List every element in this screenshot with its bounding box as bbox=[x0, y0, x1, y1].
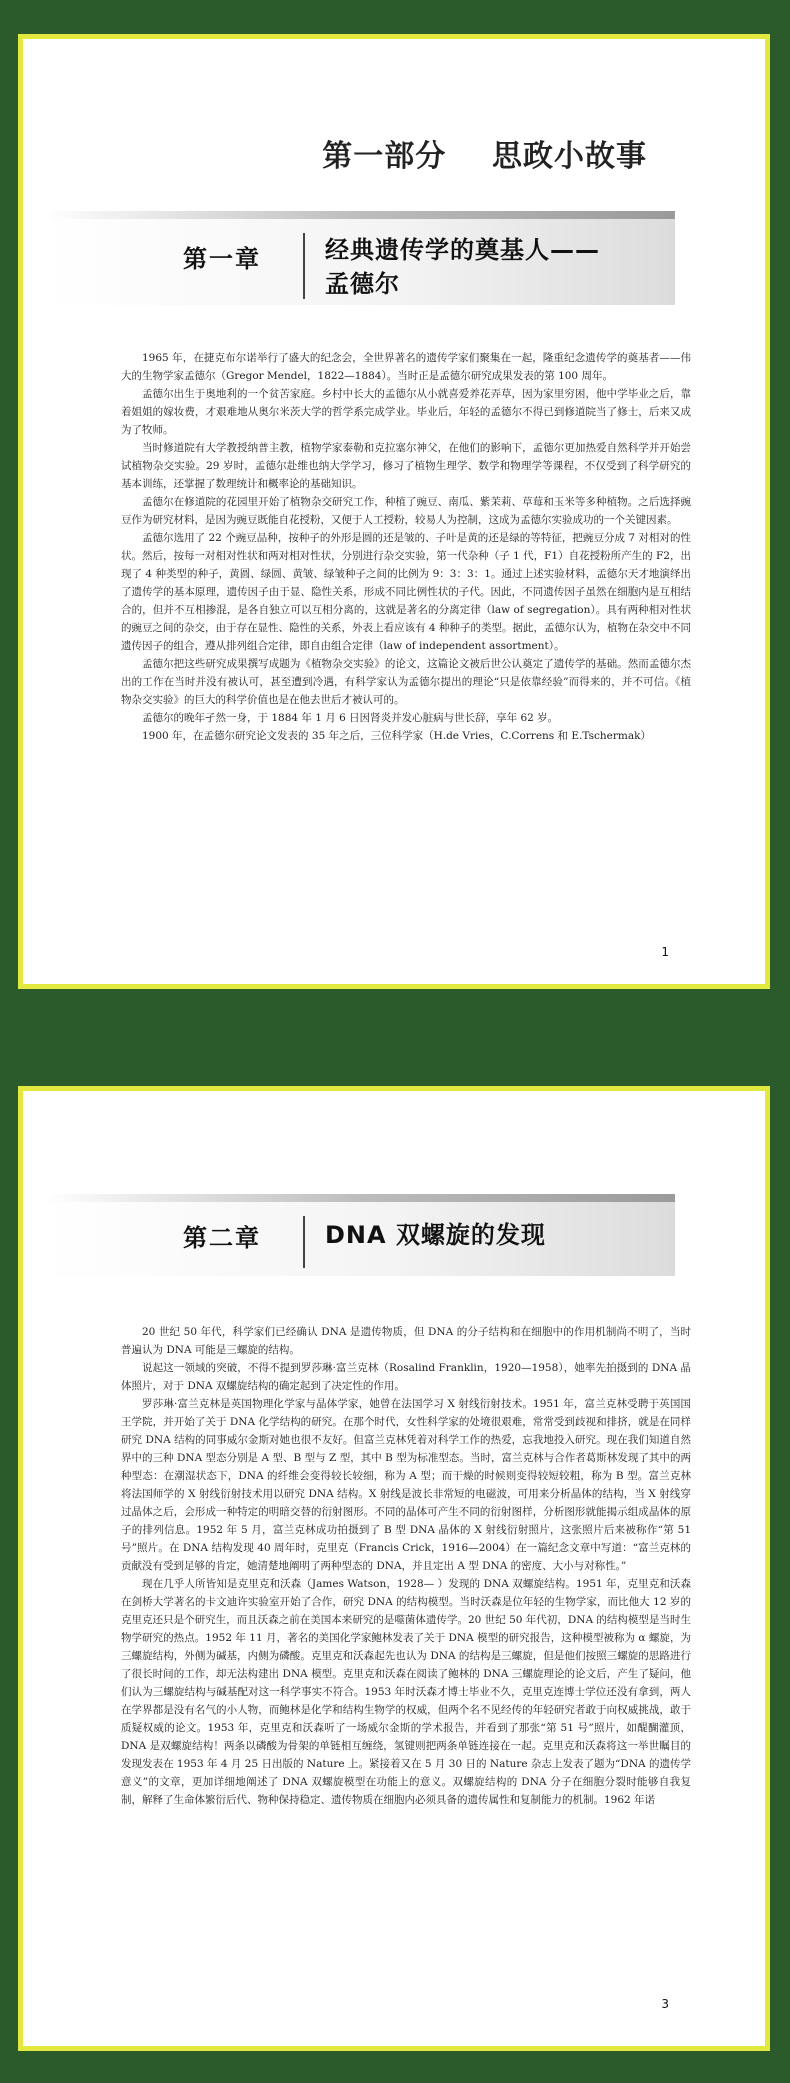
paragraph: 孟德尔在修道院的花园里开始了植物杂交研究工作，种植了豌豆、南瓜、紫茉莉、草莓和玉米等多种植物。之后选择豌豆作为研究材料，是因为豌豆既能自花授粉，又便于人工授粉，较易人为控制，这成为孟德尔实验成功的一个关键因素。 bbox=[121, 496, 691, 526]
paragraph: 当时修道院有大学教授纳普主教，植物学家泰勒和克拉塞尔神父，在他们的影响下，孟德尔更加热爱自然科学并开始尝试植物杂交实验。29 岁时，孟德尔赴维也纳大学学习，修习了植物生理学、数学和物理学等课程，不仅受到了科学研究的基本训练，还掌握了数理统计和概率论的基础知识。 bbox=[121, 442, 691, 490]
paragraph: 孟德尔选用了 22 个豌豆品种，按种子的外形是圆的还是皱的、子叶是黄的还是绿的等特征，把豌豆分成 7 对相对的性状。然后，按每一对相对性状和两对相对性状，分别进行杂交实验，第一代杂种（子 1 代，F1）自花授粉所产生的 F2，出现了 4 种类型的种子，黄圆、绿圆、黄皱、绿皱种子之间的比例为 9：3：3：1。通过上述实验材料，孟德尔天才地演绎出了遗传学的基本原理，遗传因子由于显、隐性关系，形成不同比例性状的子代。因此，不同遗传因子虽然在细胞内是互相结合的，但并不互相掺混，是各自独立可以互相分离的，这就是著名的分离定律（law of segregation）。具有两种相对性状的豌豆之间的杂交，由于存在显性、隐性的关系，外表上看应该有 4 种种子的类型。据此，孟德尔认为，植物在杂交中不同遗传因子的组合，遵从排列组合定律，即自由组合定律（law of independent assortment）。 bbox=[121, 532, 691, 652]
chapter-header-band bbox=[43, 1194, 675, 1276]
paragraph: 罗莎琳·富兰克林是英国物理化学家与晶体学家，她曾在法国学习 X 射线衍射技术。1951 年，富兰克林受聘于英国国王学院，并开始了关于 DNA 化学结构的研究。在那个时代，女性科学家的处境很艰难，常常受到歧视和排挤，就是在同样研究 DNA 结构的同事威尔金斯对她也很不友好。但富兰克林凭着对科学工作的热爱，忘我地投入研究。现在我们知道自然界中的三种 DNA 型态分别是 A 型、B 型与 Z 型，其中 B 型为标准型态。当时，富兰克林与合作者葛斯林发现了其中的两种型态：在潮湿状态下，DNA 的纤维会变得较长较细，称为 A 型；而干燥的时候则变得较短较粗，称为 B 型。富兰克林将法国师学的 X 射线衍射技术用以研究 DNA 结构。X 射线是波长非常短的电磁波，可用来分析晶体的结构，当 X 射线穿过晶体之后，会形成一种特定的明暗交替的衍射图形。不同的晶体可产生不同的衍射图样，分析图形就能揭示组成晶体的原子的排列信息。1952 年 5 月，富兰克林成功拍摄到了 B 型 DNA 晶体的 X 射线衍射照片，这张照片后来被称作“第 51 号”照片。在 DNA 结构发现 40 周年时，克里克（Francis Crick，1916—2004）在一篇纪念文章中写道：“富兰克林的贡献没有受到足够的肯定，她清楚地阐明了两种型态的 DNA，并且定出 A 型 DNA 的密度、大小与对称性。” bbox=[121, 1398, 691, 1572]
part-title: 第一部分 思政小故事 bbox=[322, 139, 647, 174]
chapter-header-band bbox=[43, 211, 675, 305]
chapter-title: DNA 双螺旋的发现 bbox=[325, 1221, 546, 1249]
chapter-number: 第二章 bbox=[183, 1224, 261, 1252]
paragraph: 20 世纪 50 年代，科学家们已经确认 DNA 是遗传物质，但 DNA 的分子结构和在细胞中的作用机制尚不明了，当时普遍认为 DNA 可能是三螺旋的结构。 bbox=[121, 1326, 691, 1356]
paragraph: 1900 年，在孟德尔研究论文发表的 35 年之后，三位科学家（H.de Vries，C.Correns 和 E.Tschermak） bbox=[142, 730, 651, 742]
chapter-divider bbox=[303, 1216, 305, 1268]
chapter-title-line: 经典遗传学的奠基人—— bbox=[325, 236, 600, 264]
page-number: 1 bbox=[661, 945, 669, 959]
chapter-divider bbox=[303, 233, 305, 299]
paragraph: 现在几乎人所皆知是克里克和沃森（James Watson，1928— ）发现的 DNA 双螺旋结构。1951 年，克里克和沃森在剑桥大学著名的卡文迪许实验室开始了合作，研究 DNA 的结构模型。当时沃森是位年轻的生物学家，而比他大 12 岁的克里克还只是个研究生，而且沃森之前在美国本来研究的是噬菌体遗传学。20 世纪 50 年代初，DNA 的结构模型是当时生物学研究的热点。1952 年 11 月，著名的美国化学家鲍林发表了关于 DNA 模型的研究报告，这种模型被称为 α 螺旋，为三螺旋结构，外侧为碱基，内侧为磷酸。克里克和沃森起先也认为 DNA 的结构是三螺旋，但是他们按照三螺旋的思路进行了很长时间的工作，却无法构建出 DNA 模型。克里克和沃森在阅读了鲍林的 DNA 三螺旋理论的论文后，产生了疑问，他们认为三螺旋结构与碱基配对这一科学事实不符合。1953 年时沃森才博士毕业不久，克里克连博士学位还没有拿到，两人在学界都是没有名气的小人物，而鲍林是化学和结构生物学的权威，但两个名不见经传的年轻研究者敢于向权威挑战，敢于质疑权威的论文。1953 年，克里克和沃森听了一场威尔金斯的学术报告，并看到了那张“第 51 号”照片，如醍醐灌顶，DNA 是双螺旋结构！两条以磷酸为骨架的单链相互缠绕，氢键则把两条单链连接在一起。克里克和沃森将这一举世瞩目的发现发表在 1953 年 4 月 25 日出版的 Nature 上。紧接着又在 5 月 30 日的 Nature 杂志上发表了题为“DNA 的遗传学意义”的文章，更加详细地阐述了 DNA 双螺旋模型在功能上的意义。双螺旋结构的 DNA 分子在细胞分裂时能够自我复制，解释了生命体繁衍后代、物种保持稳定、遗传物质在细胞内必须具备的遗传属性和复制能力的机制。1962 年诺 bbox=[121, 1578, 691, 1806]
book-page-3 bbox=[18, 1086, 770, 2051]
paragraph: 孟德尔把这些研究成果撰写成题为《植物杂交实验》的论文，这篇论文被后世公认奠定了遗传学的基础。然而孟德尔杰出的工作在当时并没有被认可，甚至遭到冷遇，有科学家认为孟德尔提出的理论“只是依靠经验”而得来的，并不可信。《植物杂交实验》的巨大的科学价值也是在他去世后才被认可的。 bbox=[121, 658, 691, 706]
chapter-title bbox=[325, 233, 600, 301]
chapter-title-line: 孟德尔 bbox=[325, 270, 400, 298]
paragraph: 孟德尔的晚年孑然一身，于 1884 年 1 月 6 日因肾炎并发心脏病与世长辞，享年 62 岁。 bbox=[142, 712, 559, 724]
page-number: 3 bbox=[661, 1997, 669, 2011]
paragraph: 孟德尔出生于奥地利的一个贫苦家庭。乡村中长大的孟德尔从小就喜爱养花弄草，因为家里穷困，他中学毕业之后，靠着姐姐的嫁妆费，才艰难地从奥尔米茨大学的哲学系完成学业。毕业后，年轻的孟德尔不得已到修道院当了修士，后来又成为了牧师。 bbox=[121, 388, 691, 436]
chapter-body bbox=[121, 1323, 691, 1809]
chapter-number: 第一章 bbox=[183, 245, 261, 273]
book-page-1 bbox=[18, 34, 770, 989]
paragraph: 说起这一领域的突破，不得不提到罗莎琳·富兰克林（Rosalind Franklin，1920—1958），她率先拍摄到的 DNA 晶体照片，对于 DNA 双螺旋结构的确定起到了决定性的作用。 bbox=[121, 1362, 691, 1392]
chapter-body bbox=[121, 349, 691, 745]
paragraph: 1965 年，在捷克布尔诺举行了盛大的纪念会，全世界著名的遗传学家们聚集在一起，隆重纪念遗传学的奠基者——伟大的生物学家孟德尔（Gregor Mendel，1822—1884）。当时正是孟德尔研究成果发表的第 100 周年。 bbox=[121, 352, 691, 382]
